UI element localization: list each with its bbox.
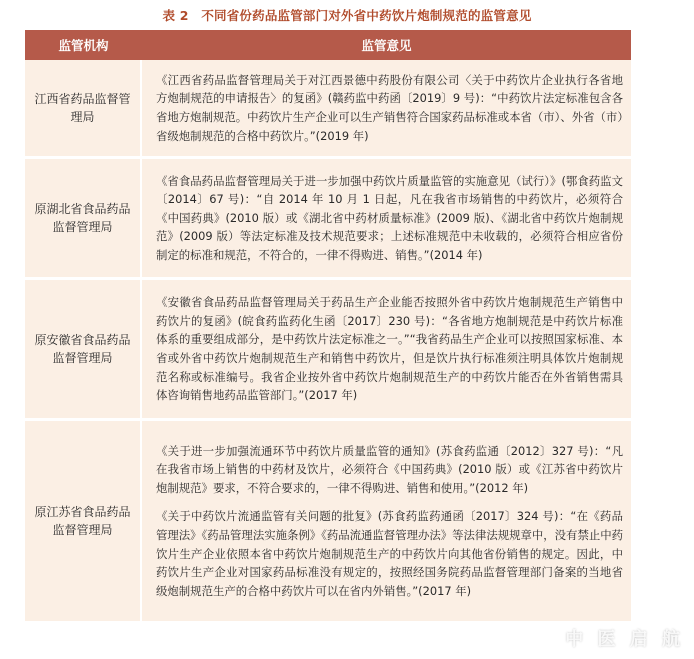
supervision-table — [25, 30, 631, 624]
opinion-text: 《关于进一步加强流通环节中药饮片质量监管的通知》(苏食药监通〔2012〕327 号)：“凡在我省市场上销售的中药材及饮片，必须符合《中国药典》(2010 版）或《江苏省中药饮片炮制规范》要求，不符合要求的，一律不得购进、销售和使用。”(2012 年) — [156, 443, 623, 495]
table-row — [25, 60, 631, 159]
org-cell: 原安徽省食品药品监督管理局 — [25, 280, 142, 418]
opinion-cell — [142, 60, 631, 156]
org-cell: 原江苏省食品药品监督管理局 — [25, 421, 142, 621]
table-row — [25, 280, 631, 421]
watermark: 中 医 启 航 — [565, 629, 684, 650]
table-header — [25, 30, 631, 60]
opinion-cell — [142, 280, 631, 418]
org-cell: 江西省药品监督管理局 — [25, 60, 142, 156]
opinion-cell — [142, 421, 631, 621]
table-caption: 表 2 不同省份药品监管部门对外省中药饮片炮制规范的监管意见 — [162, 8, 532, 23]
org-cell: 原湖北省食品药品监督管理局 — [25, 159, 142, 277]
opinion-text: 《安徽省食品药品监督管理局关于药品生产企业能否按照外省中药饮片炮制规范生产销售中药饮片的复函》(皖食药监药化生函〔2017〕230 号)：“各省地方炮制规范是中药饮片标准体系的重要组成部分，是中药饮片法定标准之一。”“我省药品生产企业可以按照国家标准、本省或外省中药饮片炮制规范生产和销售中药饮片，但是饮片执行标准须注明具体饮片炮制规范名称或标准编号。我省企业按外省中药饮片炮制规范生产的中药饮片能否在外省销售需具体咨询销售地药品监管部门。”(2017 年) — [156, 295, 623, 403]
opinion-text: 《省食品药品监督管理局关于进一步加强中药饮片质量监管的实施意见（试行）》(鄂食药监文〔2014〕67 号)：“自 2014 年 10 月 1 日起，凡在我省市场销售的中药饮片，必须符合《中国药典》(2010 版）或《湖北省中药材质量标准》(2009 版)、《湖北省中药饮片炮制规范》(2009 版）等法定标准及技术规范要求；上述标准规范中未收载的，必须符合相应省份制定的标准和规范，不符合的，一律不得购进、销售。”(2014 年) — [156, 173, 623, 262]
opinion-text: 《江西省药品监督管理局关于对江西景德中药股份有限公司〈关于中药饮片企业执行各省地方炮制规范的申请报告〉的复函》(赣药监中药函〔2019〕9 号)：“中药饮片法定标准包含各省地方炮制规范。中药饮片生产企业可以生产销售符合国家药品标准或本省（市）、外省（市）省级炮制规范的合格中药饮片。”(2019 年) — [156, 72, 624, 143]
opinion-cell — [142, 159, 631, 277]
table-row — [25, 421, 631, 624]
header-org: 监管机构 — [58, 38, 109, 53]
table-row — [25, 159, 631, 280]
header-opinion: 监管意见 — [361, 38, 412, 53]
opinion-text: 《关于中药饮片流通监管有关问题的批复》(苏食药监药通函〔2017〕324 号)：“在《药品管理法》《药品管理法实施条例》《药品流通监督管理办法》等法律法规规章中，没有禁止中药饮片生产企业依照本省中药饮片炮制规范生产的中药饮片向其他省份销售的规定。因此，中药饮片生产企业对国家药品标准没有规定的，按照经国务院药品监督管理部门备案的当地省级炮制规范生产的合格中药饮片可以在省内外销售。”(2017 年) — [156, 509, 624, 598]
